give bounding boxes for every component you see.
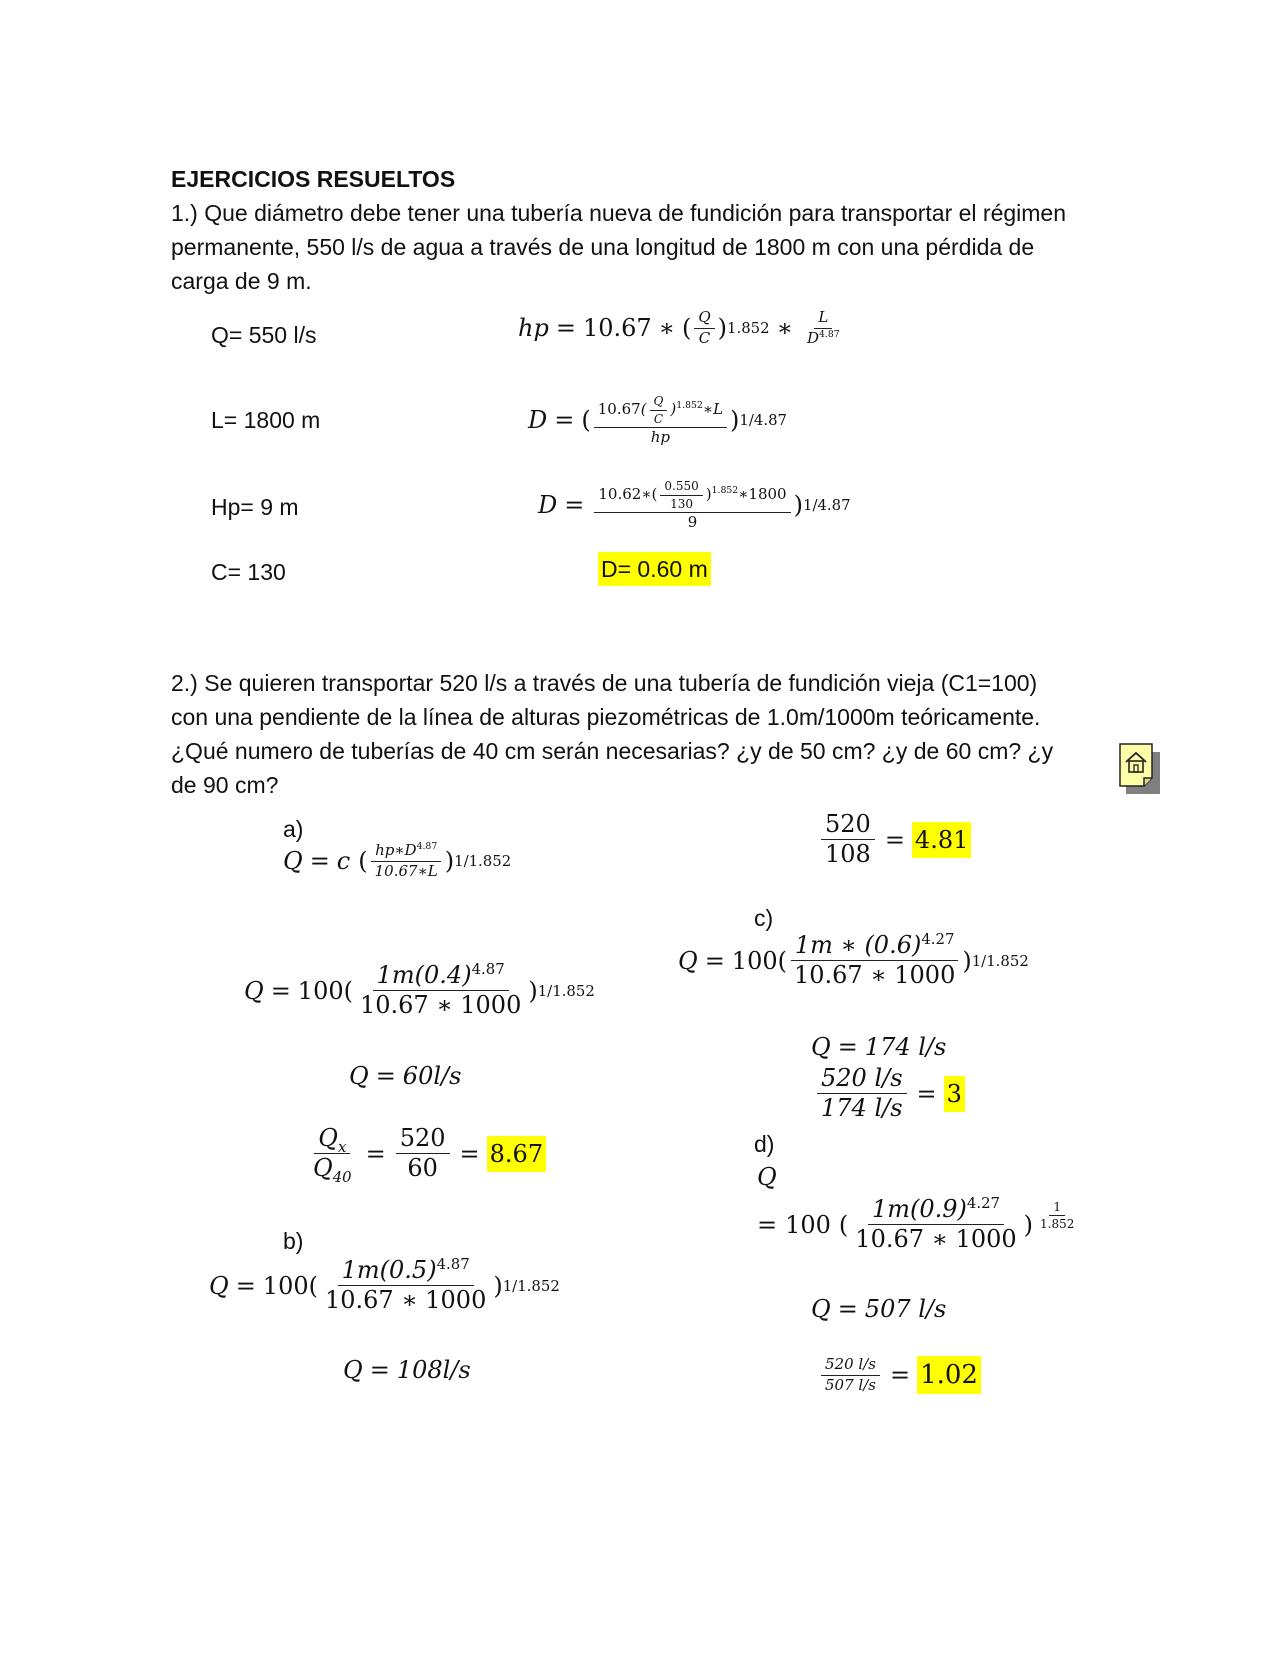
given-hp: Hp= 9 m — [211, 494, 299, 520]
part-d-q: Q = 507 l/s — [811, 1295, 947, 1323]
part-d-q-symbol: Q — [757, 1163, 777, 1191]
part-b-substituted: Q = 100 ( $\frac{1m(0.5)^{4.87}}{10.67 ∗ 1000}$ ) 1/1.852 — [209, 1255, 560, 1315]
part-d-result: 1.02 — [917, 1356, 981, 1394]
part-a-general-formula: Q = c ( $\frac{hp∗D^{4.87}}{10.67∗L}$ ) 1/1.852 — [283, 841, 512, 880]
formula-d: D = ( 10.67( $\frac{Q}{C}$ )$^{1.852}$∗L hp ) 1/4.87 — [528, 394, 788, 447]
part-c-result: 3 — [944, 1076, 965, 1112]
part-b-q: Q = 108l/s — [343, 1356, 471, 1384]
formula-hp: hp = 10.67 ∗ ( $\frac{Q}{C}$ ) 1.852 ∗ $\frac{L}{D^{4.87}}$ — [518, 308, 840, 347]
problem-2-text: 2.) Se quieren transportar 520 l/s a través de una tubería de fundición vieja (C1=100) con una pendiente de la línea de alturas piezométricas de 1.0m/1000m teóricamente. ¿Qué numero de tuberías de 40 cm serán necesarias? ¿y de 50 cm? ¿y de 60 cm? ¿y de 90 cm? — [171, 670, 1054, 798]
part-d-ratio: $\frac{520 l/s}{507 l/s}$ = 1.02 — [818, 1356, 981, 1394]
result-d: D= 0.60 m — [598, 556, 711, 583]
part-c-q: Q = 174 l/s — [811, 1033, 947, 1061]
part-c-substituted: Q = 100 ( $\frac{1m ∗ (0.6)^{4.27}}{10.67 ∗ 1000}$ ) 1/1.852 — [678, 930, 1029, 990]
part-a-q: Q = 60l/s — [349, 1062, 462, 1090]
part-b-label: b) — [283, 1228, 304, 1254]
part-d-label: d) — [754, 1131, 775, 1157]
part-a-substituted: Q = 100 ( $\frac{1m(0.4)^{4.87}}{10.67 ∗ 1000}$ ) 1/1.852 — [244, 960, 595, 1020]
part-b-result: 4.81 — [912, 822, 971, 858]
given-c: C= 130 — [211, 559, 286, 585]
given-q: Q= 550 l/s — [211, 322, 317, 348]
part-a-label: a) — [283, 816, 304, 842]
part-b-ratio: $\frac{520}{108}$ = 4.81 — [818, 812, 971, 867]
part-d-substituted: = 100 ( $\frac{1m(0.9)^{4.27}}{10.67 ∗ 1000}$ ) $\frac{1}{1.852}$ — [757, 1194, 1075, 1254]
part-c-ratio: $\frac{520 l/s}{174 l/s}$ = 3 — [814, 1066, 965, 1121]
part-a-ratio: $\frac{Q_x}{Q_{40}}$ = $\frac{520}{60}$ = 8.67 — [306, 1126, 546, 1181]
part-c-label: c) — [754, 905, 774, 931]
given-l: L= 1800 m — [211, 407, 321, 433]
formula-d-substituted: D = 10.62∗( $\frac{0.550}{130}$ )$^{1.852}$∗1800 9 ) 1/4.87 — [538, 479, 851, 532]
problem-1-text: 1.) Que diámetro debe tener una tubería nueva de fundición para transportar el régimen permanente, 550 l/s de agua a través de una longitud de 1800 m con una pérdida de carga de 9 m. — [171, 200, 1067, 294]
part-a-result: 8.67 — [487, 1136, 546, 1172]
page-title: EJERCICIOS RESUELTOS — [171, 166, 456, 192]
home-document-icon[interactable] — [1118, 742, 1162, 796]
